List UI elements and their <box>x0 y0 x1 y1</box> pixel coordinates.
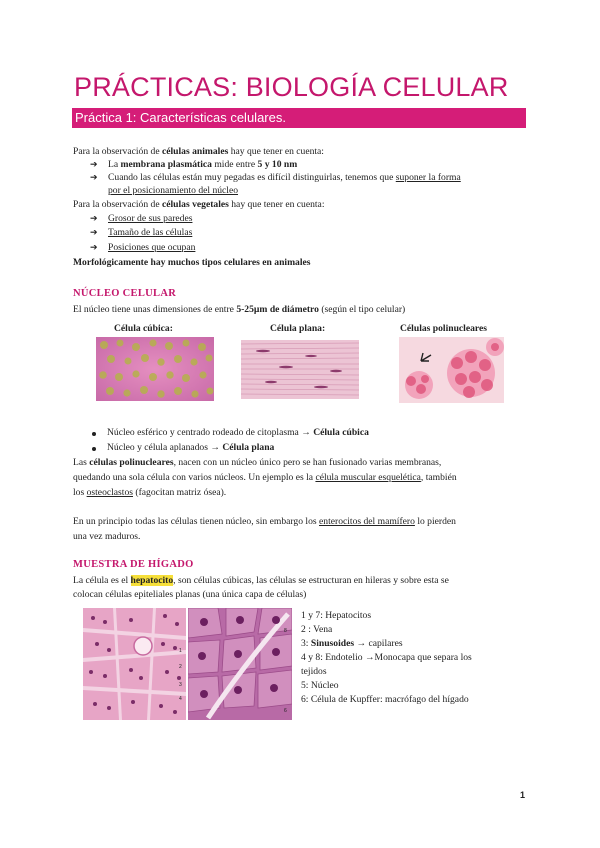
legend3-c: → capilares <box>354 638 403 649</box>
membrane-c: mide entre <box>211 159 258 170</box>
page-number: 1 <box>520 790 526 800</box>
flat-cell-micrograph <box>241 340 359 399</box>
page-title: PRÁCTICAS: BIOLOGÍA CELULAR <box>74 72 509 102</box>
vegetal-item-walls: Grosor de sus paredes <box>108 213 193 224</box>
vegetal-intro <box>73 198 324 211</box>
nucleus-dimensions <box>73 303 405 316</box>
morphology-note: Morfológicamente hay muchos tipos celulares en animales <box>73 257 311 268</box>
liver-l1-a: La célula es el <box>73 575 131 586</box>
liver-legend-3 <box>301 637 403 650</box>
p1l2-c: , también <box>420 472 457 483</box>
caption-flat: Célula plana: <box>270 323 326 334</box>
vegetal-intro-a: Para la observación de <box>73 199 162 210</box>
bullet-dot-icon <box>92 447 96 451</box>
liver-legend-1: 1 y 7: Hepatocitos <box>301 610 372 621</box>
polynuclear-paragraph-line1 <box>73 456 441 469</box>
polynuclear-paragraph-line3 <box>73 486 226 499</box>
bullet-dot-icon <box>92 432 96 436</box>
dim-a: El núcleo tiene unas dimensiones de entre <box>73 304 237 315</box>
animal-intro-c: hay que tener en cuenta: <box>228 146 324 157</box>
liver-heading: MUESTRA DE HÍGADO <box>73 559 194 570</box>
svg-text:8: 8 <box>284 628 287 634</box>
practice-heading-bar <box>72 108 526 128</box>
membrane-b: membrana plasmática <box>120 159 212 170</box>
svg-text:2: 2 <box>179 664 182 670</box>
membrane-d: 5 y 10 nm <box>257 159 298 170</box>
p1l2-a: quedando una sola célula con varios núcleos. Un ejemplo es la <box>73 472 316 483</box>
dim-c: (según el tipo celular) <box>318 304 406 315</box>
bullet1-a: Núcleo esférico y centrado rodeado de citoplasma → <box>107 427 314 438</box>
liver-legend-2: 2 : Vena <box>301 624 333 635</box>
liver-legend-6: 6: Célula de Kupffer: macrófago del hígado <box>301 694 469 705</box>
arrow-bullet-icon: ➔ <box>90 213 98 223</box>
shape-a: Cuando las células están muy pegadas es difícil distinguirlas, tenemos que <box>108 172 396 183</box>
vegetal-item-positions: Posiciones que ocupan <box>108 242 196 253</box>
bullet2-b: Célula plana <box>222 442 275 453</box>
caption-polynuclear: Células polinucleares <box>400 323 487 334</box>
p2l1-a: En un principio todas las células tienen núcleo, sin embargo los <box>73 516 320 527</box>
shape-b: suponer la forma <box>395 172 461 183</box>
liver-l1-c: , son células cúbicas, las células se estructuran en hileras y sobre esta se <box>173 575 449 586</box>
animal-item-shape <box>108 171 461 184</box>
liver-paragraph-line2: colocan células epiteliales planas (una única capa de células) <box>73 589 307 600</box>
bullet-cubic <box>107 426 369 439</box>
svg-text:3: 3 <box>179 682 182 688</box>
arrow-bullet-icon: ➔ <box>90 172 98 182</box>
p1l1-c: , nacen con un núcleo único pero se han fusionado varias membranas, <box>173 457 442 468</box>
bullet-flat <box>107 441 274 454</box>
liver-l1-b: hepatocito <box>130 575 174 586</box>
liver-paragraph-line1 <box>73 574 449 587</box>
animal-intro-a: Para la observación de <box>73 146 162 157</box>
p1l2-b: célula muscular esquelética <box>315 472 421 483</box>
svg-text:6: 6 <box>284 708 287 714</box>
p1l1-a: Las <box>73 457 90 468</box>
liver-legend-5: 5: Núcleo <box>301 680 339 691</box>
caption-cubic: Célula cúbica: <box>114 323 173 334</box>
bullet1-b: Célula cúbica <box>313 427 369 438</box>
dim-b: 5-25µm de diámetro <box>236 304 319 315</box>
p1l3-a: los <box>73 487 87 498</box>
nucleus-heading: NÚCLEO CELULAR <box>73 288 177 299</box>
legend3-b: Sinusoides <box>310 638 355 649</box>
p1l1-b: células polinucleares <box>89 457 174 468</box>
svg-text:1: 1 <box>179 648 182 654</box>
p1l3-b: osteoclastos <box>86 487 133 498</box>
arrow-bullet-icon: ➔ <box>90 242 98 252</box>
enterocyte-paragraph-line1 <box>73 515 456 528</box>
svg-text:4: 4 <box>179 696 182 702</box>
bullet2-a: Núcleo y célula aplanados → <box>107 442 223 453</box>
animal-item-membrane <box>108 158 297 171</box>
liver-micrograph-high <box>188 608 292 720</box>
liver-micrograph-low <box>83 608 186 720</box>
vegetal-intro-c: hay que tener en cuenta: <box>228 199 325 210</box>
practice-heading-text: Práctica 1: Características celulares. <box>75 110 286 125</box>
p1l3-c: (fagocitan matriz ósea). <box>132 487 227 498</box>
p2l1-b: enterocitos del mamífero <box>319 516 415 527</box>
polynuclear-cell-micrograph <box>399 337 504 403</box>
legend3-a: 3: <box>301 638 311 649</box>
arrow-bullet-icon: ➔ <box>90 227 98 237</box>
arrow-bullet-icon: ➔ <box>90 159 98 169</box>
cubic-cell-micrograph <box>96 337 214 401</box>
animal-intro <box>73 145 324 158</box>
animal-item-shape-line2: por el posicionamiento del núcleo <box>108 185 239 196</box>
vegetal-item-size: Tamaño de las células <box>108 227 193 238</box>
p2l1-c: lo pierden <box>414 516 456 527</box>
liver-legend-4-cont: tejidos <box>301 666 327 677</box>
vegetal-intro-b: células vegetales <box>161 199 229 210</box>
membrane-a: La <box>108 159 121 170</box>
liver-legend-4: 4 y 8: Endotelio →Monocapa que separa los <box>301 652 472 663</box>
enterocyte-paragraph-line2: una vez maduros. <box>73 531 141 542</box>
polynuclear-paragraph-line2 <box>73 471 457 484</box>
animal-intro-b: células animales <box>161 146 229 157</box>
